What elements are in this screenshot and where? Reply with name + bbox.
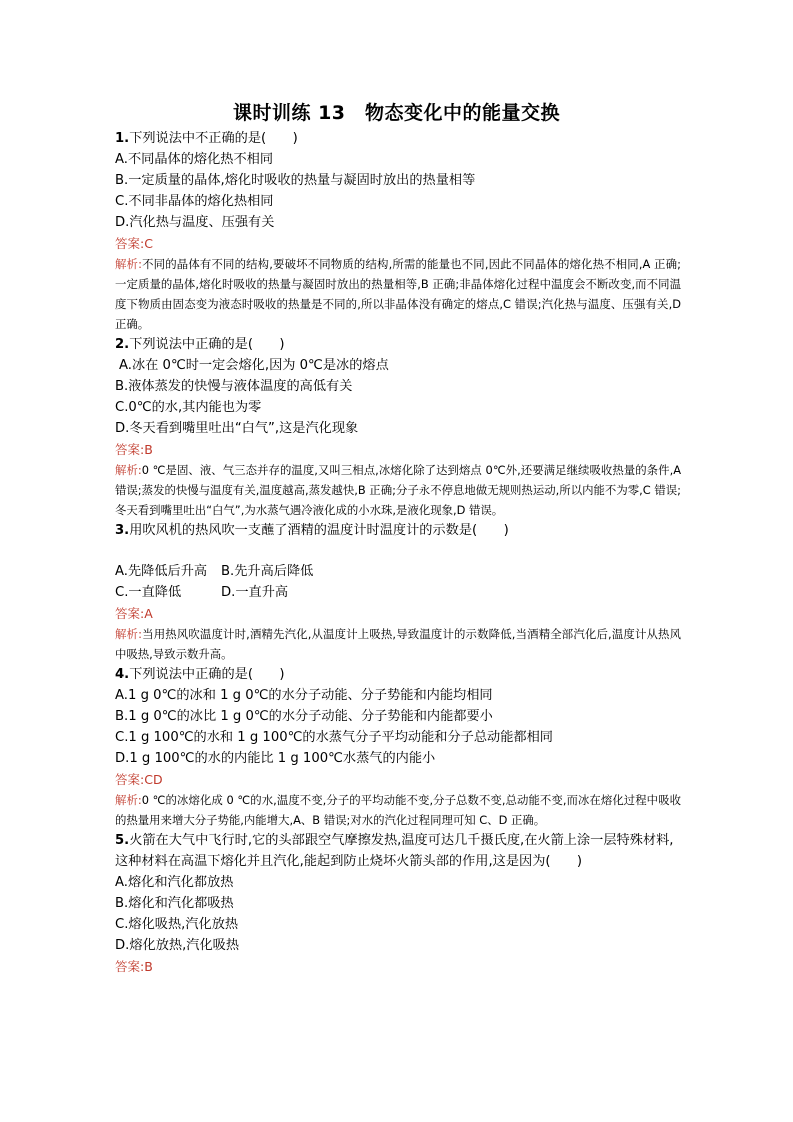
question-3-options-row-1	[115, 561, 681, 582]
question-5-stem	[115, 830, 681, 872]
question-number: 5.	[115, 833, 130, 848]
answer-label: 答案:	[115, 236, 145, 251]
question-1-option-c: C.不同非晶体的熔化热相同	[115, 194, 274, 209]
question-number: 1.	[115, 131, 130, 146]
question-4-option-b: B.1 g 0℃的冰比 1 g 0℃的水分子动能、分子势能和内能都要小	[115, 709, 493, 724]
question-4-option-a: A.1 g 0℃的冰和 1 g 0℃的水分子动能、分子势能和内能均相同	[115, 688, 493, 703]
explain-label: 解析:	[115, 463, 142, 477]
question-1-option-d: D.汽化热与温度、压强有关	[115, 215, 275, 230]
question-text: 用吹风机的热风吹一支蘸了酒精的温度计时温度计的示数是( )	[129, 523, 509, 538]
question-5-option-d: D.熔化放热,汽化吸热	[115, 938, 240, 953]
question-list	[115, 128, 681, 977]
question-2-answer	[115, 439, 681, 460]
question-3-option-b: B.先升高后降低	[221, 564, 314, 579]
answer-label: 答案:	[115, 442, 145, 457]
page-title: 课时训练 13 物态变化中的能量交换	[232, 102, 561, 124]
question-text: 火箭在大气中飞行时,它的头部跟空气摩擦发热,温度可达几千摄氏度,在火箭上涂一层特殊材料,这种材料在高温下熔化并且汽化,能起到防止烧坏火箭头部的作用,这是因为( )	[115, 833, 674, 869]
answer-value: C	[144, 236, 153, 251]
explanation-text: 不同的晶体有不同的结构,要破坏不同物质的结构,所需的能量也不同,因此不同晶体的熔化热不相同,A 正确;一定质量的晶体,熔化时吸收的热量与凝固时放出的热量相等,B 正确;非晶体熔化过程中温度会不断改变,而不同温度下物质由固态变为液态时吸收的热量是不同的,所以非晶体没有确定的熔点,C 错误;汽化热与温度、压强有关,D 正确。	[115, 257, 681, 331]
explain-label: 解析:	[115, 257, 142, 271]
question-3-answer	[115, 603, 681, 624]
question-2-option-c: C.0℃的水,其内能也为零	[115, 400, 262, 415]
question-5-option-c: C.熔化吸热,汽化放热	[115, 917, 239, 932]
question-number: 4.	[115, 667, 130, 682]
question-1-stem	[115, 128, 681, 149]
answer-value: CD	[144, 772, 163, 787]
explanation-text: 0 ℃是固、液、气三态并存的温度,又叫三相点,冰熔化除了达到熔点 0℃外,还要满足继续吸收热量的条件,A 错误;蒸发的快慢与温度有关,温度越高,蒸发越快,B 正确;分子永不停息地做无规则热运动,所以内能不为零,C 错误;冬天看到嘴里吐出“白气”,为水蒸气遇冷液化成的小水珠,是液化现象,D 错误。	[115, 463, 681, 517]
answer-label: 答案:	[115, 772, 145, 787]
question-3-stem	[115, 520, 681, 541]
question-2-option-a: A.冰在 0℃时一定会熔化,因为 0℃是冰的熔点	[119, 358, 389, 373]
question-2-option-b: B.液体蒸发的快慢与液体温度的高低有关	[115, 379, 353, 394]
question-text: 下列说法中正确的是( )	[129, 667, 285, 682]
question-1-answer	[115, 233, 681, 254]
explain-label: 解析:	[115, 627, 142, 641]
question-4-option-c: C.1 g 100℃的水和 1 g 100℃的水蒸气分子平均动能和分子总动能都相同	[115, 730, 553, 745]
question-text: 下列说法中正确的是( )	[129, 337, 285, 352]
question-4-answer	[115, 769, 681, 790]
question-number: 3.	[115, 523, 130, 538]
question-number: 2.	[115, 337, 130, 352]
answer-value: B	[144, 959, 153, 974]
question-3-explanation	[115, 624, 681, 664]
question-1-option-a: A.不同晶体的熔化热不相同	[115, 152, 274, 167]
question-1-option-b: B.一定质量的晶体,熔化时吸收的热量与凝固时放出的热量相等	[115, 173, 476, 188]
question-1-explanation	[115, 254, 681, 334]
question-4-stem	[115, 664, 681, 685]
question-4-option-d: D.1 g 100℃的水的内能比 1 g 100℃水蒸气的内能小	[115, 751, 436, 766]
question-3-options-row-2	[115, 582, 681, 603]
explain-label: 解析:	[115, 793, 142, 807]
explanation-text: 当用热风吹温度计时,酒精先汽化,从温度计上吸热,导致温度计的示数降低,当酒精全部汽化后,温度计从热风中吸热,导致示数升高。	[115, 627, 682, 661]
answer-value: A	[144, 606, 153, 621]
blank-line	[115, 541, 681, 561]
question-3-option-d: D.一直升高	[221, 585, 289, 600]
question-5-answer	[115, 956, 681, 977]
explanation-text: 0 ℃的冰熔化成 0 ℃的水,温度不变,分子的平均动能不变,分子总数不变,总动能不变,而冰在熔化过程中吸收的热量用来增大分子势能,内能增大,A、B 错误;对水的汽化过程同理可知 C、D 正确。	[115, 793, 681, 827]
question-5-option-b: B.熔化和汽化都吸热	[115, 896, 234, 911]
answer-label: 答案:	[115, 606, 145, 621]
question-3-option-c: C.一直降低	[115, 585, 182, 600]
question-4-explanation	[115, 790, 681, 830]
answer-value: B	[144, 442, 153, 457]
question-2-explanation	[115, 460, 681, 520]
question-text: 下列说法中不正确的是( )	[129, 131, 298, 146]
question-2-stem	[115, 334, 681, 355]
question-5-option-a: A.熔化和汽化都放热	[115, 875, 234, 890]
question-2-option-d: D.冬天看到嘴里吐出“白气”,这是汽化现象	[115, 421, 359, 436]
answer-label: 答案:	[115, 959, 145, 974]
question-3-option-a: A.先降低后升高	[115, 564, 208, 579]
